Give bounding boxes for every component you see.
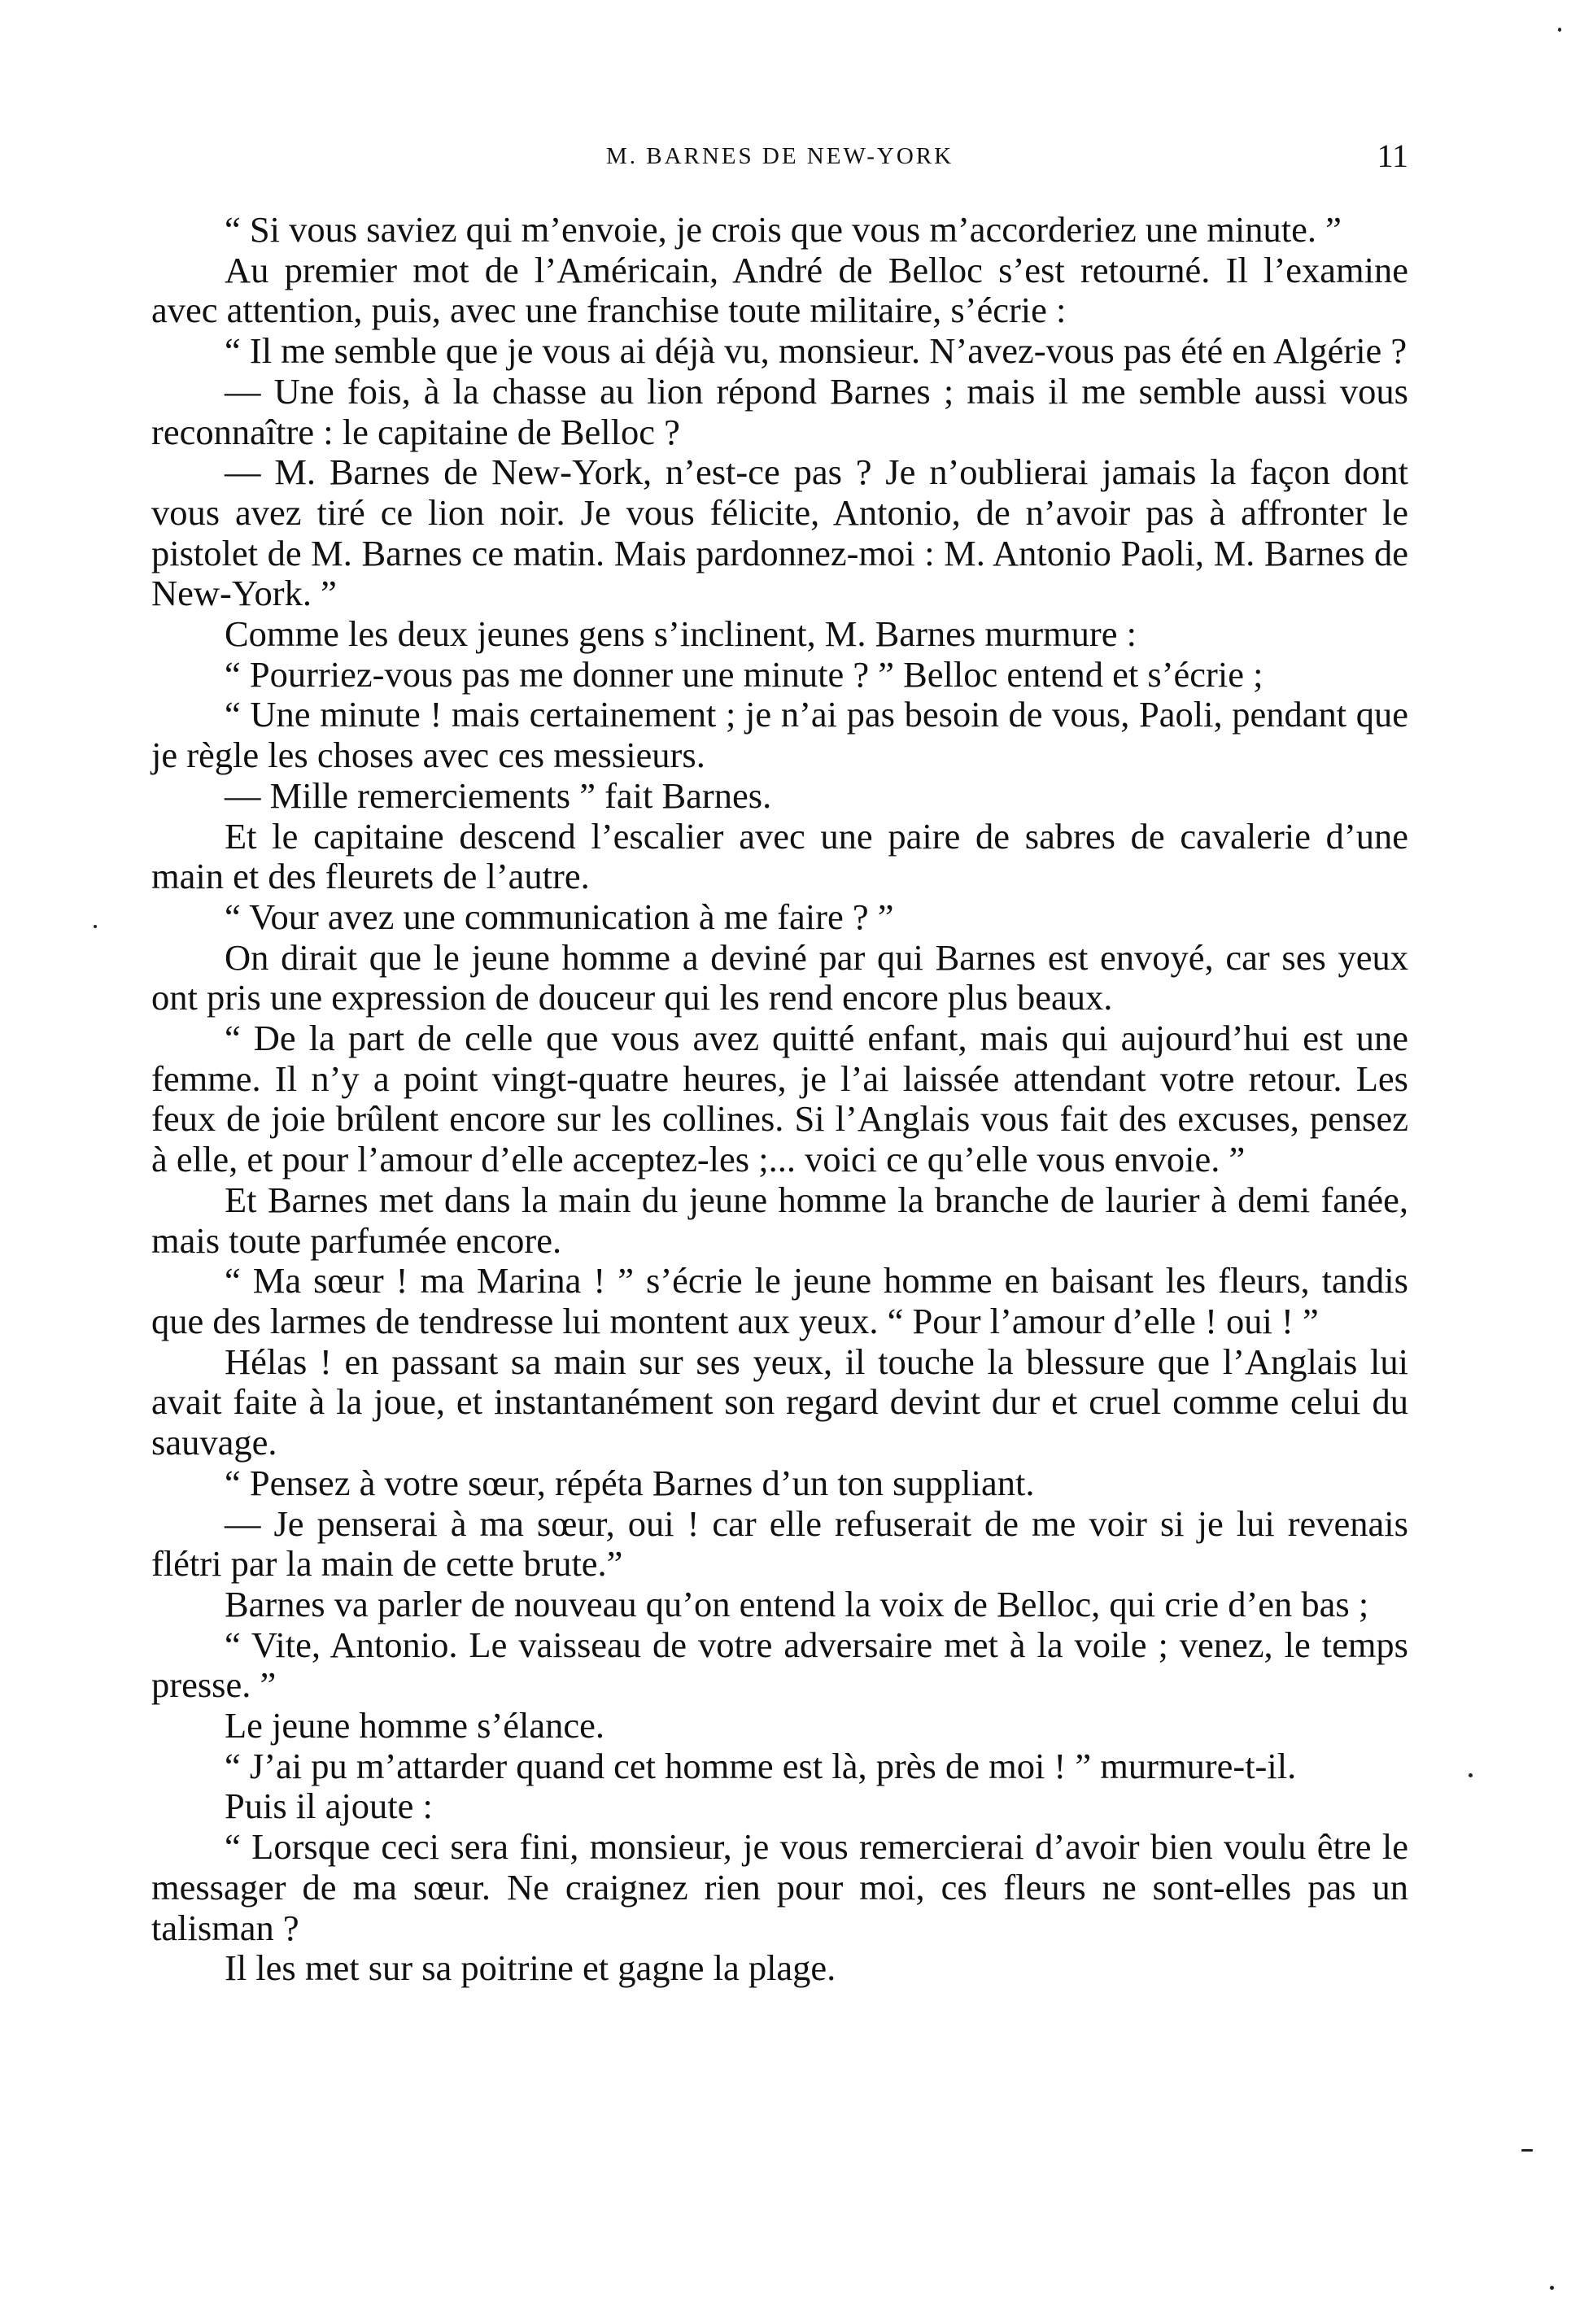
paragraph: Comme les deux jeunes gens s’inclinent, M. Barnes murmure : xyxy=(225,613,1137,655)
paragraph: “ Pensez à votre sœur, répéta Barnes d’un ton suppliant. xyxy=(225,1462,1035,1503)
paragraph: Et le capitaine descend l’escalier avec une paire de sabres de cavalerie d’une main et des fleurets de l’autre. xyxy=(151,815,1408,897)
paragraph: “ J’ai pu m’attarder quand cet homme est là, près de moi ! ” murmure-t-il. xyxy=(225,1745,1297,1786)
paragraph: Au premier mot de l’Américain, André de Belloc s’est retourné. Il l’examine avec attention, puis, avec une franchise toute militaire, s’écrie : xyxy=(151,249,1408,331)
paragraph: On dirait que le jeune homme a deviné par qui Barnes est envoyé, car ses yeux ont pris une expression de douceur qui les rend encore plus beaux. xyxy=(151,936,1408,1018)
paragraph: “ Si vous saviez qui m’envoie, je crois que vous m’accorderiez une minute. ” xyxy=(225,209,1342,250)
paragraph: — M. Barnes de New-York, n’est-ce pas ? Je n’oublierai jamais la façon dont vous avez tiré ce lion noir. Je vous félicite, Antonio, de n’avoir pas à affronter le pistolet de M. Barnes ce matin. Mais pardonnez-moi : M. Antonio Paoli, M. Barnes de New-York. ” xyxy=(151,451,1408,614)
scan-speck xyxy=(1558,28,1561,32)
paragraph: “ Lorsque ceci sera fini, monsieur, je vous remercierai d’avoir bien voulu être le messager de ma sœur. Ne craignez rien pour moi, ces fleurs ne sont-elles pas un talisman ? xyxy=(151,1826,1408,1948)
paragraph: — Une fois, à la chasse au lion répond Barnes ; mais il me semble aussi vous reconnaître : le capitaine de Belloc ? xyxy=(151,370,1408,452)
scan-speck xyxy=(1550,2286,1554,2290)
paragraph: — Je penserai à ma sœur, oui ! car elle refuserait de me voir si je lui revenais flétri par la main de cette brute.” xyxy=(151,1502,1408,1585)
paragraph: Hélas ! en passant sa main sur ses yeux, il touche la blessure que l’Anglais lui avait faite à la joue, et instantanément son regard devint dur et cruel comme celui du sauvage. xyxy=(151,1341,1408,1463)
paragraph: “ Une minute ! mais certainement ; je n’ai pas besoin de vous, Paoli, pendant que je règle les choses avec ces messieurs. xyxy=(151,694,1408,776)
scan-speck xyxy=(94,925,97,928)
paragraph: “ Ma sœur ! ma Marina ! ” s’écrie le jeune homme en baisant les fleurs, tandis que des larmes de tendresse lui montent aux yeux. “ Pour l’amour d’elle ! oui ! ” xyxy=(151,1260,1408,1341)
paragraph: “ Vite, Antonio. Le vaisseau de votre adversaire met à la voile ; venez, le temps presse. ” xyxy=(151,1624,1408,1706)
body-text xyxy=(151,210,1408,1989)
book-page xyxy=(151,137,1408,1989)
paragraph: Le jeune homme s’élance. xyxy=(225,1705,605,1746)
scan-speck xyxy=(1469,1773,1473,1777)
page-number: 11 xyxy=(1377,137,1408,174)
running-title: M. BARNES DE NEW-YORK xyxy=(605,143,954,169)
paragraph: Puis il ajoute : xyxy=(225,1786,433,1827)
page-header xyxy=(151,137,1408,185)
paragraph: Il les met sur sa poitrine et gagne la plage. xyxy=(225,1947,836,1989)
paragraph: Et Barnes met dans la main du jeune homme la branche de laurier à demi fanée, mais toute parfumée encore. xyxy=(151,1179,1408,1261)
paragraph: Barnes va parler de nouveau qu’on entend la voix de Belloc, qui crie d’en bas ; xyxy=(225,1583,1369,1624)
paragraph: “ De la part de celle que vous avez quitté enfant, mais qui aujourd’hui est une femme. Il n’y a point vingt-quatre heures, je l’ai laissée attendant votre retour. Les feux de joie brûlent encore sur les collines. Si l’Anglais vous fait des excuses, pensez à elle, et pour l’amour d’elle acceptez-les ;... voici ce qu’elle vous envoie. ” xyxy=(151,1018,1408,1180)
paragraph: “ Vour avez une communication à me faire ? ” xyxy=(225,896,894,937)
paragraph: “ Il me semble que je vous ai déjà vu, monsieur. N’avez-vous pas été en Algérie ? xyxy=(225,330,1408,372)
paragraph: — Mille remerciements ” fait Barnes. xyxy=(225,774,772,816)
paragraph: “ Pourriez-vous pas me donner une minute ? ” Belloc entend et s’écrie ; xyxy=(225,653,1263,695)
scan-speck xyxy=(1521,2149,1533,2152)
